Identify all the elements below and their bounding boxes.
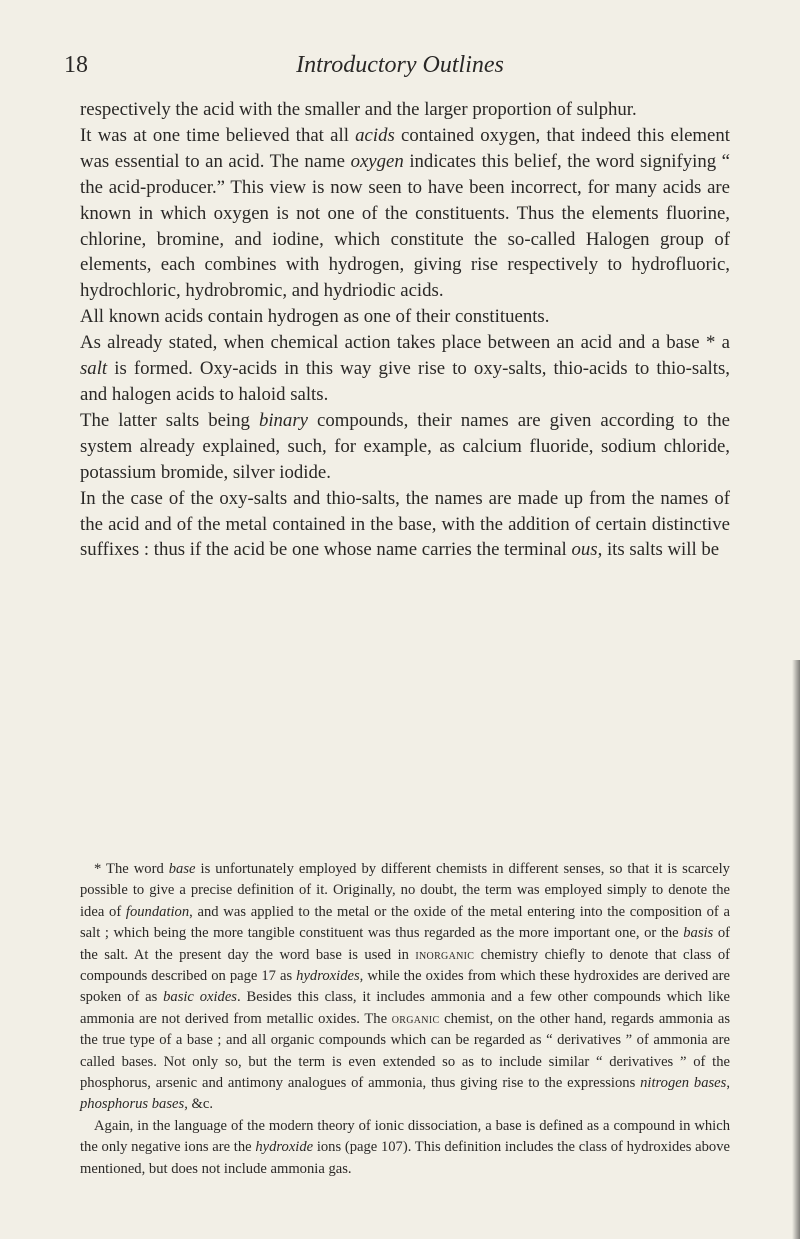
term-ous: ous [571, 539, 598, 561]
footnote [80, 859, 730, 1180]
paragraph-binary: The latter salts being binary compounds, their names are given according to the system already explained, such, for example, as calcium fluoride, sodium chloride, potassium bromide, silver iodide. [80, 409, 730, 483]
paragraph-acids-oxygen: It was at one time believed that all acids contained oxygen, that indeed this element was essential to an acid. The name oxygen indicates this belief, the word signifying “ the acid-producer.” This view is now seen to have been incorrect, for many acids are known in which oxygen is not one of the constituents. Thus the elements fluorine, chlorine, bromine, and iodine, which constitute the so-called Halogen group of elements, each combines with hydrogen, giving rise respectively to hydrofluoric, hydrochloric, hydrobromic, and hydriodic acids. [80, 124, 730, 302]
page-number: 18 [64, 52, 88, 78]
page-edge-shadow [792, 660, 800, 1239]
paragraph-oxy-salts: In the case of the oxy-salts and thio-salts, the names are made up from the names of the acid and of the metal contained in the base, with the addition of certain distinctive suffixes : thus if the acid be one whose name carries the terminal ous, its salts will be [80, 487, 730, 561]
term-oxygen: oxygen [350, 150, 404, 172]
paragraph-hydrogen: All known acids contain hydrogen as one of their constituents. [80, 306, 550, 328]
footnote-ionic: Again, in the language of the modern theory of ionic dissociation, a base is defined as a compound in which the only negative ions are the hydroxide ions (page 107). This definition includes the class of hydroxides above mentioned, but does not include ammonia gas. [80, 1117, 730, 1177]
term-salt: salt [80, 358, 108, 380]
main-text [80, 97, 730, 563]
paragraph-salt: As already stated, when chemical action takes place between an acid and a base * a salt is formed. Oxy-acids in this way give rise to oxy-salts, thio-acids to thio-salts, and halogen acids to haloid salts. [80, 332, 730, 405]
running-title: Introductory Outlines [296, 52, 504, 78]
footnote-base: * The word base is unfortunately employed by different chemists in different senses, so that it is scarcely possible to give a precise definition of it. Originally, no doubt, the term was employed simply to denote the idea of foundation, and was applied to the metal or the oxide of the metal entering into the composition of a salt ; which being the more tangible constituent was thus regarded as the more important one, or the basis of the salt. At the present day the word base is used in inorganic chemistry chiefly to denote that class of compounds described on page 17 as hydroxides, while the oxides from which these hydroxides are derived are spoken of as basic oxides. Besides this class, it includes ammonia and a few other compounds which like ammonia are not derived from metallic oxides. The organic chemist, on the other hand, regards ammonia as the true type of a base ; and all organic compounds which can be regarded as “ derivatives ” of ammonia are called bases. Not only so, but the term is even extended so as to include similar “ derivatives ” of the phosphorus, arsenic and antimony analogues of ammonia, thus giving rise to the expressions nitrogen bases, phosphorus bases, &c. [80, 861, 730, 1113]
term-binary: binary [258, 409, 308, 431]
page-header [0, 52, 800, 92]
paragraph-sulphur: respectively the acid with the smaller and the larger proportion of sulphur. [80, 99, 637, 120]
term-acids: acids [355, 124, 395, 146]
